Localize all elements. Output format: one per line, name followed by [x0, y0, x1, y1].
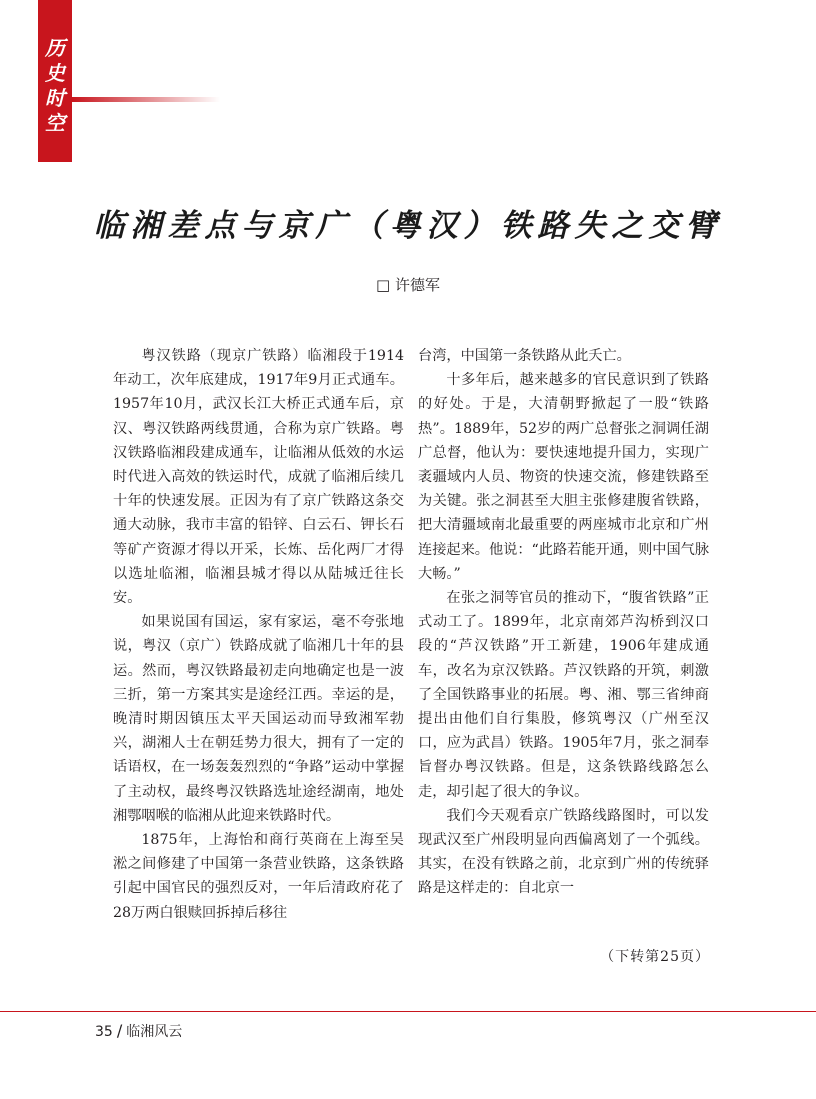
paragraph: 我们今天观看京广铁路线路图时，可以发现武汉至广州段明显向西偏离划了一个弧线。其实，在没有铁路之前，北京到广州的传统驿路是这样走的：自北京一 [418, 807, 709, 897]
page-footer [95, 1021, 182, 1041]
section-label-char: 历 [45, 36, 65, 60]
paragraph-continuation: 台湾，中国第一条铁路从此夭亡。 [418, 348, 631, 364]
paragraph: 十多年后，越来越多的官民意识到了铁路的好处。于是，大清朝野掀起了一股“铁路热”。1889年，52岁的两广总督张之洞调任湖广总督，他认为：要快速地提升国力，实现广袤疆域内人员、物资的快速交流，修建铁路至为关键。张之洞甚至大胆主张修建腹省铁路，把大清疆域南北最重要的两座城市北京和广州连接起来。他说：“此路若能开通，则中国气脉大畅。” [418, 372, 710, 582]
publication-name: 临湘风云 [126, 1024, 183, 1040]
page-number: 35 [95, 1024, 113, 1040]
continued-note: （下转第25页） [600, 949, 710, 965]
footer-separator: / [116, 1021, 123, 1040]
section-tab [38, 0, 72, 162]
section-label-char: 空 [45, 111, 65, 135]
footer-rule [0, 1011, 816, 1012]
article-author: □ 许德军 [376, 276, 440, 294]
section-label [38, 36, 72, 136]
right-column [418, 344, 709, 901]
section-label-char: 时 [45, 86, 65, 110]
article-title: 临湘差点与京广（粤汉）铁路失之交臂 [93, 208, 723, 244]
paragraph: 粤汉铁路（现京广铁路）临湘段于1914年动工，次年底建成，1917年9月正式通车。1957年10月，武汉长江大桥正式通车后，京汉、粤汉铁路两线贯通，合称为京广铁路。粤汉铁路临湘段建成通车，让临湘从低效的水运时代进入高效的铁运时代，成就了临湘后续几十年的快速发展。正因为有了京广铁路这条交通大动脉，我市丰富的铅锌、白云石、钾长石等矿产资源才得以开采，长炼、岳化两厂才得以选址临湘，临湘县城才得以从陆城迁往长安。 [113, 348, 404, 607]
section-rule [72, 97, 220, 102]
paragraph: 如果说国有国运，家有家运，毫不夸张地说，粤汉（京广）铁路成就了临湘几十年的县运。然而，粤汉铁路最初走向地确定也是一波三折，第一方案其实是途经江西。幸运的是，晚清时期因镇压太平天国运动而导致湘军勃兴，湖湘人士在朝廷势力很大，拥有了一定的话语权，在一场轰轰烈烈的“争路”运动中掌握了主动权，最终粤汉铁路选址途经湖南，地处湘鄂咽喉的临湘从此迎来铁路时代。 [113, 614, 404, 824]
section-label-char: 史 [45, 61, 65, 85]
left-column [113, 344, 404, 925]
paragraph: 在张之洞等官员的推动下，“腹省铁路”正式动工了。1899年，北京南郊芦沟桥到汉口段的“芦汉铁路”开工新建，1906年建成通车，改名为京汉铁路。芦汉铁路的开筑，刺激了全国铁路事业的拓展。粤、湘、鄂三省绅商提出由他们自行集股，修筑粤汉（广州至汉口，应为武昌）铁路。1905年7月，张之洞奉旨督办粤汉铁路。但是，这条铁路线路怎么走，却引起了很大的争议。 [418, 590, 709, 800]
paragraph: 1875年，上海怡和商行英商在上海至吴淞之间修建了中国第一条营业铁路，这条铁路引起中国官民的强烈反对，一年后清政府花了28万两白银赎回拆掉后移往 [113, 832, 404, 921]
